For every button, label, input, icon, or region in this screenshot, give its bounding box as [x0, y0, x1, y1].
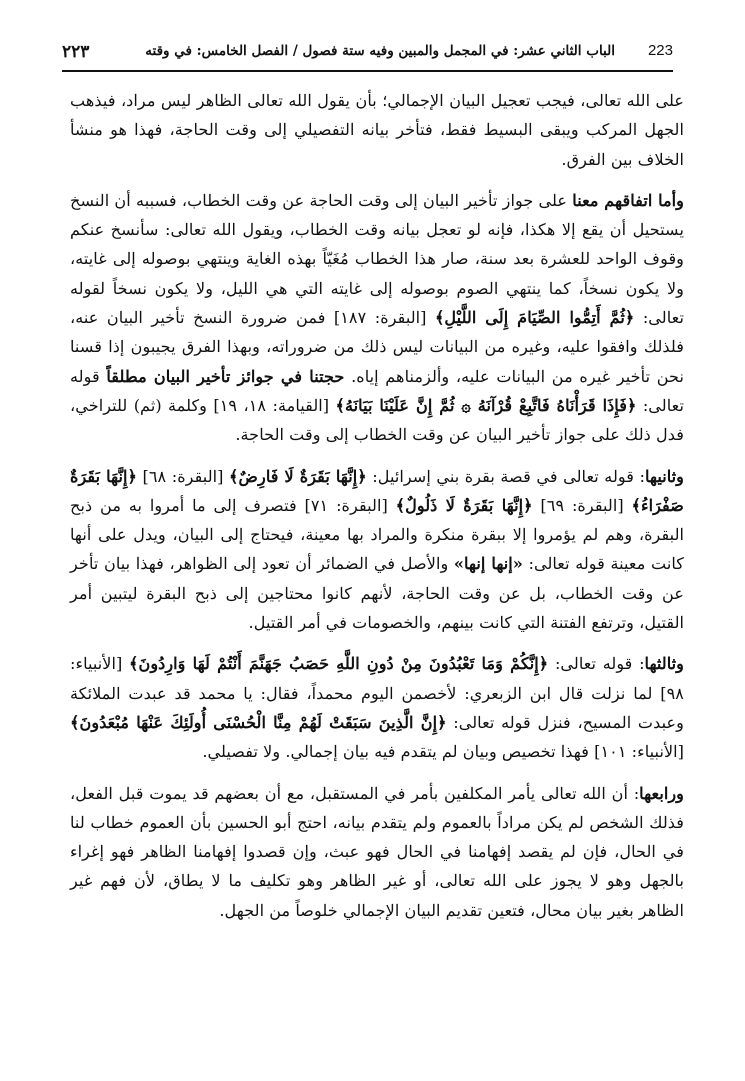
text-run: : قوله تعالى:	[548, 654, 645, 674]
bold-text: وثالثها	[644, 654, 684, 674]
bold-text: ﴿إِنَّ الَّذِينَ سَبَقَتْ لَهُمْ مِنَّا الْحُسْنَى أُولَئِكَ عَنْهَا مُبْعَدُونَ﴾	[70, 712, 447, 732]
paragraph	[70, 462, 684, 638]
bold-text: حجتنا في جوائز تأخير البيان مطلقاً	[106, 366, 345, 386]
bold-text: «إنها إنها»	[453, 554, 523, 574]
bold-text: ﴿فَإِذَا قَرَأْنَاهُ فَاتَّبِعْ قُرْآنَهُ ۞ ثُمَّ إِنَّ عَلَيْنَا بَيَانَهُ﴾	[335, 395, 637, 415]
bold-text: ﴿إِنَّهَا بَقَرَةٌ صَفْرَاءُ﴾	[70, 466, 684, 515]
running-title: الباب الثاني عشر: في المجمل والمبين وفيه ستة فصول / الفصل الخامس: في وقته	[145, 43, 615, 59]
text-run: [البقرة: ٧١] فتصرف إلى ما أمروا به من ذبح البقرة، وهم لم يؤمروا إلا ببقرة منكرة والمراد بها معينة، فيحتاج إلى البيان، ويدل على أنها كانت معينة قوله تعالى:	[70, 495, 684, 574]
page-number-latin: 223	[647, 42, 673, 59]
text-run: [البقرة: ٦٨]	[137, 466, 229, 486]
bold-text: ورابعها	[639, 783, 684, 803]
paragraph	[70, 649, 684, 766]
paragraph	[70, 86, 684, 174]
bold-text: ﴿إِنَّهَا بَقَرَةٌ لَا ذَلُولٌ﴾	[395, 495, 533, 515]
text-run: قوله تعالى:	[70, 366, 684, 415]
text-run: : أن الله تعالى يأمر المكلفين بأمر في المستقبل، مع أن بعضهم قد يموت قبل الفعل، فذلك الشخص لم يكن مراداً بالعموم ولم يتقدم بيانه، احتج أبو الحسين بأن العموم خطاب لنا في الحال، فإن لم يقصد إفهامنا في الحال فهو عبث، وإن قصدوا إفهامنا الظاهر فهو إغراء بالجهل وهو لا يجوز على الله تعالى، أو غير الظاهر وهو تكليف ما لا يطاق، لأن فهم غير الظاهر بغير بيان محال، فتعين تقديم البيان الإجمالي خلوصاً من الجهل.	[70, 783, 684, 920]
text-run: على الله تعالى، فيجب تعجيل البيان الإجمالي؛ بأن يقول الله تعالى الظاهر ليس مراد، فيذهب الجهل المركب ويبقى البسيط فقط، فتأخر بيانه التفصيلي إلى وقت الحاجة، فهذا هو منشأ الخلاف بين الفرق.	[70, 91, 684, 169]
text-run: : قوله تعالى في قصة بقرة بني إسرائيل:	[366, 466, 645, 486]
text-run: [الأنبياء: ٩٨] لما نزلت قال ابن الزبعري: لأخصمن اليوم محمداً، فقال: يا محمد قد عبدت الملائكة وعبدت المسيح، فنزل قوله تعالى:	[70, 654, 685, 732]
bold-text: وأما اتفاقهم معنا	[572, 190, 684, 210]
text-run: [البقرة: ١٨٧] فمن ضرورة النسخ تأخير البيان عنه، فلذلك وافقوا عليه، وغيره من البيانات ليس ذلك من ضروراته، وبهذا الفرق يجيبون إذا قسنا نحن تأخير غيره من البيانات عليه، وألزمناهم إياه.	[70, 308, 685, 386]
text-run: والأصل في الضمائر أن تعود إلى الظواهر، فهذا بيان تأخر عن وقت الخطاب، بل عن وقت الحاجة، لأنهم كانوا محتاجين إلى ذبح البقرة ليتبين أمر القتيل، وترتفع الفتنة التي كانت بينهم، والخصومات في أمر القتيل.	[70, 554, 684, 633]
paragraph	[70, 186, 684, 450]
page-header	[62, 38, 673, 72]
text-run: [الأنبياء: ١٠١] فهذا تخصيص وبيان لم يتقدم فيه بيان إجمالي. ولا تفصيلي.	[202, 742, 684, 762]
bold-text: وثانيها	[644, 466, 684, 486]
text-run: على جواز تأخير البيان إلى وقت الحاجة عن وقت الخطاب، فسببه أن النسخ يستحيل أن يقع إلا هكذا، فإنه لو تعجل بيانه وقت الخطاب، ويقول الله تعالى: سأنسخ عنكم وقوف الواحد للعشرة بعد سنة، صار هذا الخطاب مُغَيّاً بهذه الغاية وينتهي بوصوله إلى غايته، ولا يكون نسخاً، كما ينتهي الصوم بوصوله إلى غايته التي هي الليل، ولا يكون نسخاً لقوله تعالى:	[70, 190, 685, 328]
paragraph	[70, 779, 684, 925]
text-run: [البقرة: ٦٩]	[532, 495, 632, 515]
page-body	[70, 86, 684, 937]
bold-text: ﴿إِنَّهَا بَقَرَةٌ لَا فَارِضٌ﴾	[228, 466, 367, 486]
text-run: [القيامة: ١٨، ١٩] وكلمة (ثم) للتراخي، فدل ذلك على جواز تأخير البيان عن وقت الخطاب إلى وقت الحاجة.	[70, 395, 684, 445]
bold-text: ﴿إِنَّكُمْ وَمَا تَعْبُدُونَ مِنْ دُونِ اللَّهِ حَصَبُ جَهَنَّمَ أَنْتُمْ لَهَا وَارِدُونَ﴾	[128, 654, 549, 674]
bold-text: ﴿ثُمَّ أَتِمُّوا الصِّيَامَ إِلَى اللَّيْلِ﴾	[434, 308, 635, 328]
page-number-arabic: ٢٢٣	[62, 42, 90, 62]
